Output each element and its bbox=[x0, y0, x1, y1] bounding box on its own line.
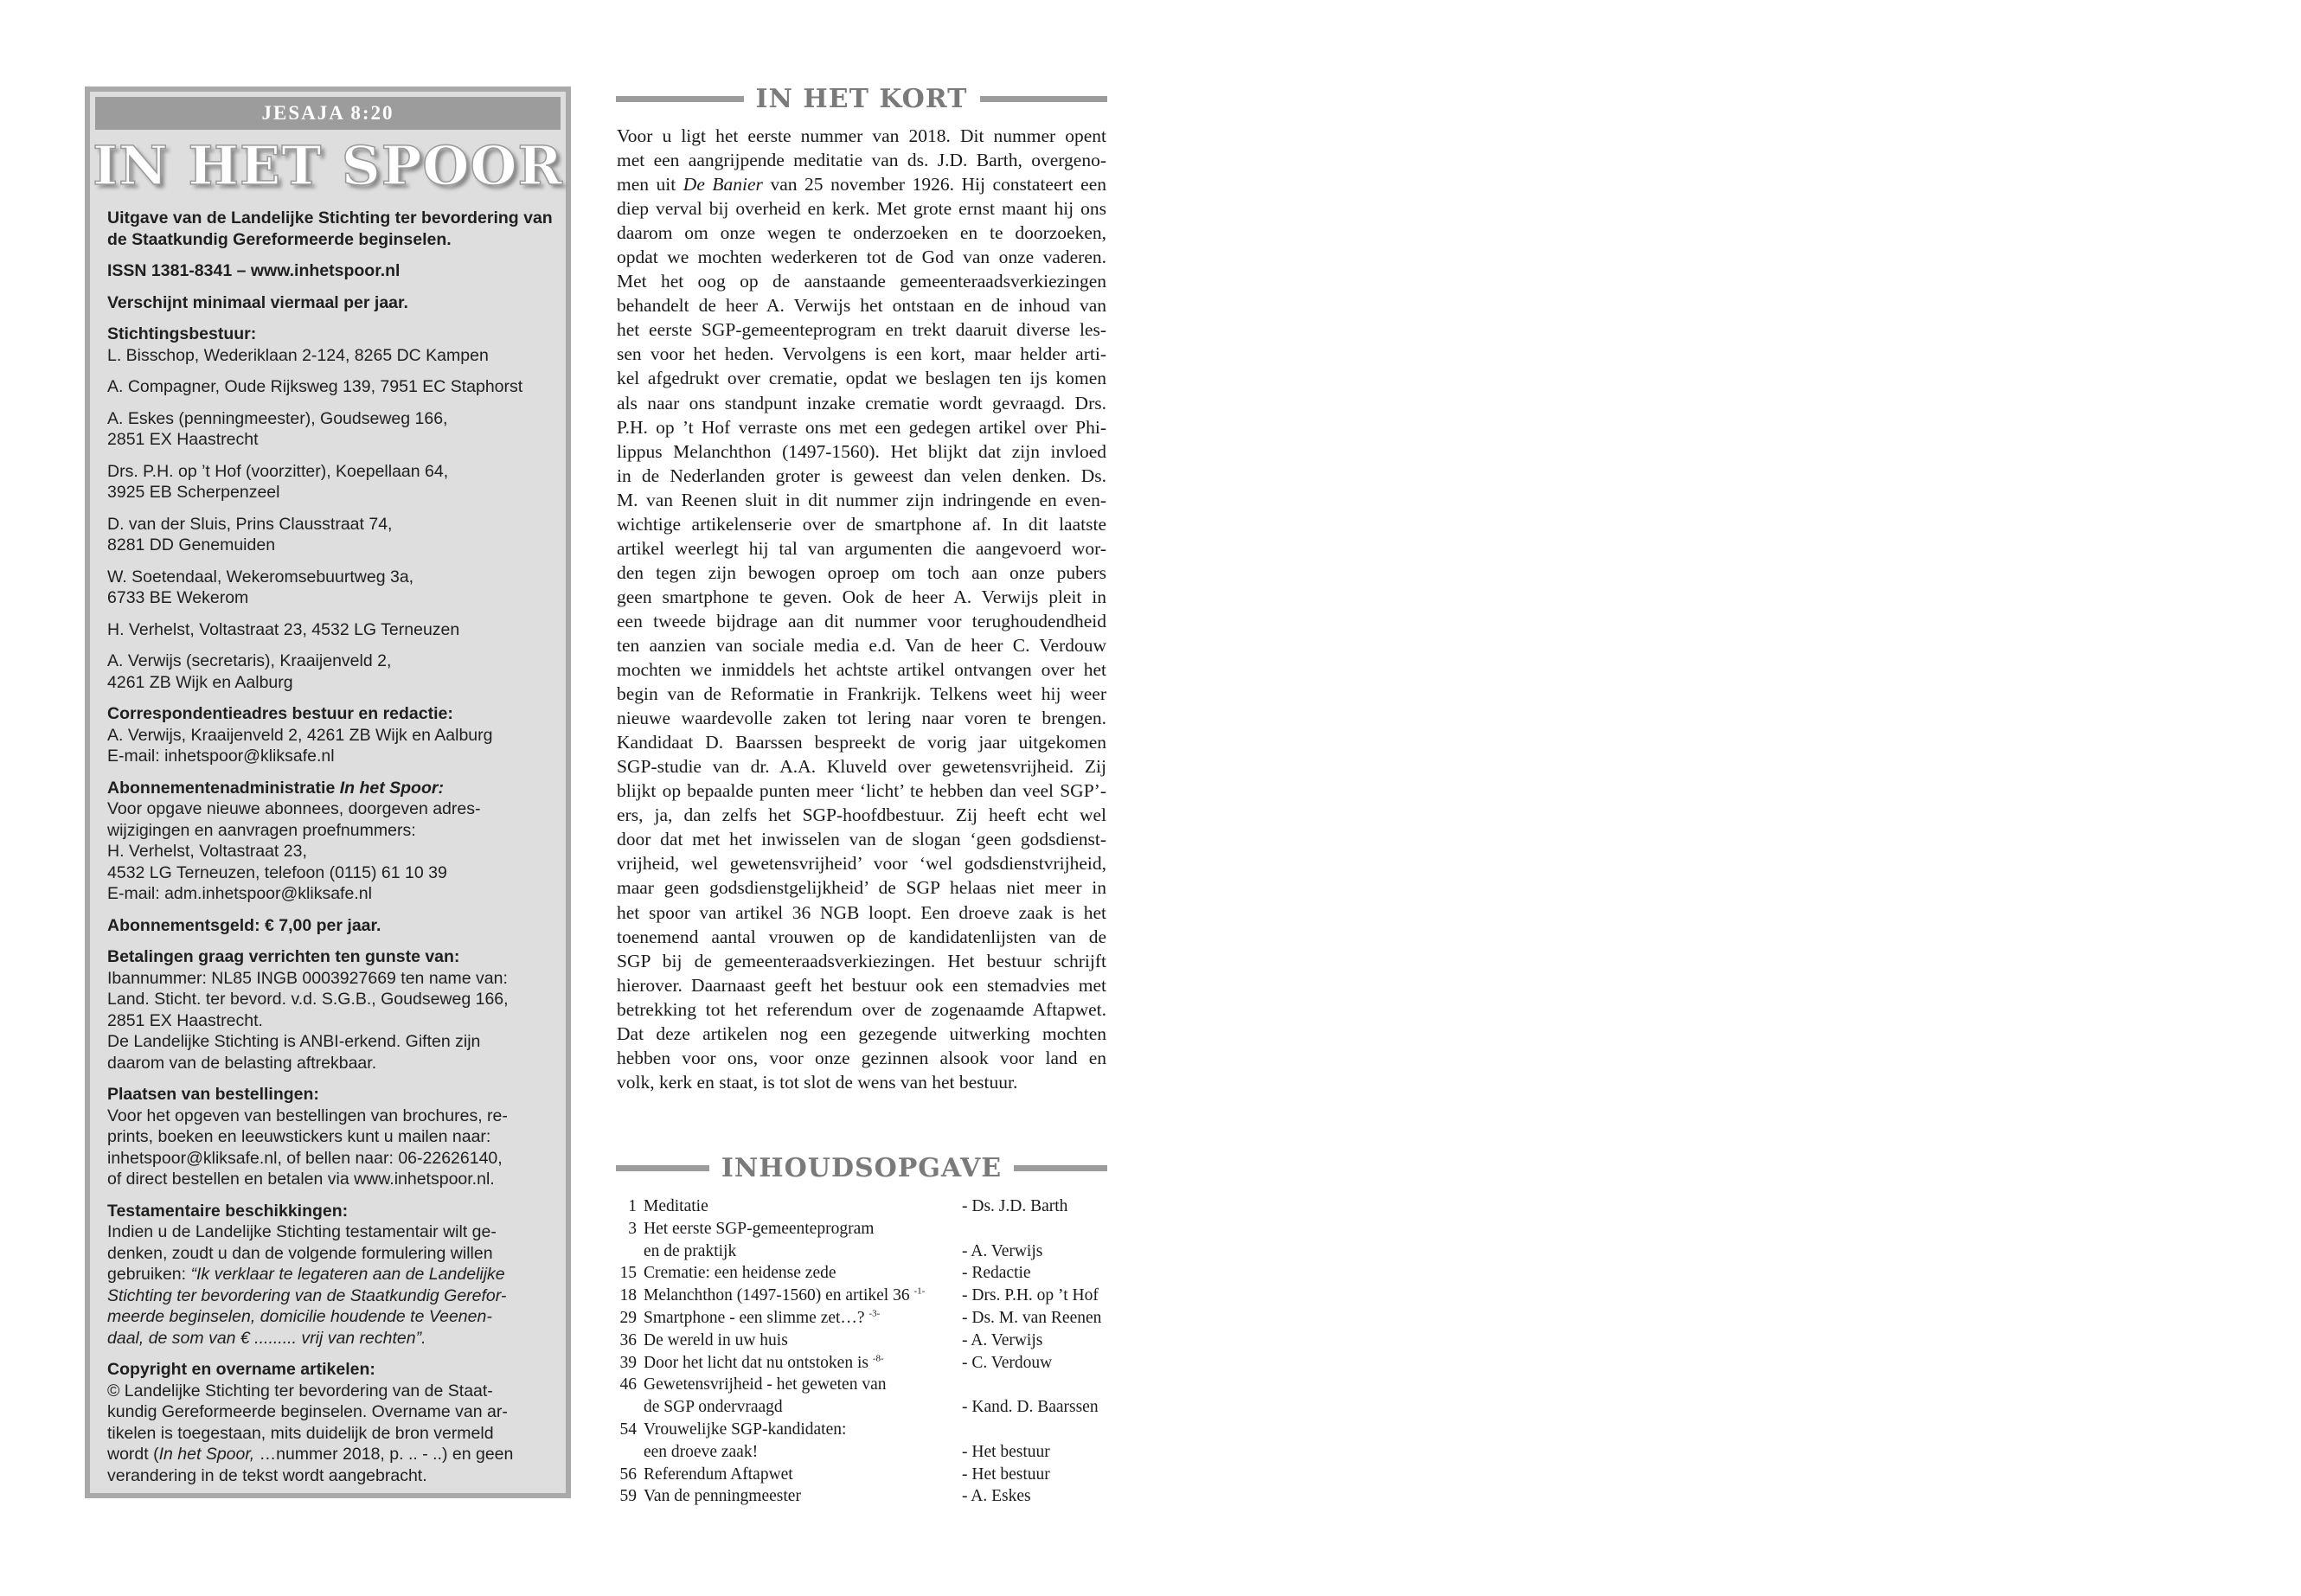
toc-author bbox=[962, 1419, 1109, 1441]
subscriptions-email: E-mail: adm.inhetspoor@kliksafe.nl bbox=[107, 884, 372, 903]
article-line: wichtige artikelenserie over de smartphone af. In dit laatste bbox=[617, 513, 1106, 535]
toc-title: Melanchthon (1497-1560) en artikel 36 $^{-1-}$ bbox=[644, 1285, 926, 1305]
correspondence-email: E-mail: inhetspoor@kliksafe.nl bbox=[107, 747, 335, 766]
article-line: met een aangrijpende meditatie van ds. J.D. Barth, overgeno- bbox=[617, 150, 1106, 171]
article-line: als naar ons standpunt inzake crematie wordt gevraagd. Drs. bbox=[617, 392, 1106, 413]
toc-row bbox=[616, 1240, 1109, 1263]
article-line: opdat we mochten wederkeren tot de God van onze vaderen. bbox=[617, 247, 1106, 268]
publisher-line: Uitgave van de Landelijke Stichting ter bevordering van de Staatkundig Gereformeerde beginselen. bbox=[107, 208, 553, 249]
article-line: Met het oog op de aanstaande gemeenteraadsverkiezingen bbox=[617, 271, 1106, 292]
toc-page-number: 39 bbox=[619, 1353, 637, 1372]
article-line: ers, ja, dan zelfs het SGP-hoofdbestuur. Zij heeft echt wel bbox=[617, 804, 1106, 826]
board-member: L. Bisschop, Wederiklaan 2-124, 8265 DC Kampen bbox=[107, 345, 489, 365]
subscriptions-text: Voor opgave nieuwe abonnees, doorgeven adres- wijzigingen en aanvragen proefnummers: H. Verhelst, Voltastraat 23, 4532 LG Terneuzen, telefoon (0115) 61 10 39 E-mail: adm.inhetspoor@kliksafe.nl bbox=[107, 799, 481, 903]
article-line: vrijheid, wel gewetensvrijheid’ voor ‘wel godsdienstvrijheid, bbox=[617, 853, 1106, 875]
toc-row bbox=[616, 1396, 1109, 1419]
article-line: sen voor het heden. Vervolgens is een kort, maar helder arti- bbox=[617, 343, 1106, 365]
article-line: Dat deze artikelen nog een gezegende uitwerking mochten bbox=[617, 1022, 1106, 1044]
toc-page-number bbox=[616, 1441, 637, 1464]
correspondence-heading: Correspondentieadres bestuur en redactie: bbox=[107, 704, 453, 723]
section-header-inhoudsopgave bbox=[616, 1149, 1107, 1187]
article-line: SGP bij de gemeenteraadsverkiezingen. Het bestuur schrijft bbox=[617, 950, 1106, 971]
toc-page-number: 29 bbox=[619, 1308, 637, 1327]
header-rule-left bbox=[616, 96, 744, 102]
article-line: maar geen godsdienstgelijkheid’ de SGP helaas niet meer in bbox=[617, 877, 1106, 899]
toc-title: Het eerste SGP-gemeenteprogram bbox=[644, 1219, 875, 1238]
payments-text: Ibannummer: NL85 INGB 0003927669 ten name van: Land. Sticht. ter bevord. v.d. S.G.B., Goudseweg 166, 2851 EX Haastrecht. De Landelijke Stichting is ANBI-erkend. Giften zijn daarom van de belasting aftrekbaar. bbox=[107, 968, 509, 1073]
toc-part-marker: -3- bbox=[868, 1308, 881, 1319]
toc-title: Crematie: een heidense zede bbox=[644, 1264, 836, 1283]
article-line: hebben voor ons, voor onze gezinnen alsook voor land en bbox=[617, 1047, 1106, 1068]
toc-title: De wereld in uw huis bbox=[644, 1330, 788, 1349]
board-member: D. van der Sluis, Prins Clausstraat 74, 8281 DD Genemuiden bbox=[107, 514, 393, 554]
toc-author: - Redactie bbox=[962, 1264, 1031, 1283]
toc-page-number: 1 bbox=[628, 1197, 637, 1215]
toc-title: een droeve zaak! bbox=[644, 1442, 759, 1461]
toc-title: Referendum Aftapwet bbox=[644, 1465, 793, 1484]
frequency-line: Verschijnt minimaal viermaal per jaar. bbox=[107, 292, 408, 312]
toc-title: Gewetensvrijheid - het geweten van bbox=[644, 1375, 887, 1394]
article-line: daarom om onze wegen te onderzoeken en te doorzoeken, bbox=[617, 222, 1106, 244]
toc-page-number bbox=[616, 1396, 637, 1419]
toc-title: Door het licht dat nu ontstoken is $^{-8-}$ bbox=[644, 1353, 884, 1372]
article-line: een tweede bijdrage aan dit nummer voor terughoudendheid bbox=[617, 610, 1106, 631]
article-line: begin van de Reformatie in Frankrijk. Telkens weet hij weer bbox=[617, 683, 1106, 705]
article-line: den tegen zijn bewogen oproep om toch aan onze pubers bbox=[617, 561, 1106, 583]
toc-author: - Kand. D. Baarssen bbox=[962, 1398, 1099, 1417]
toc-title: Vrouwelijke SGP-kandidaten: bbox=[644, 1420, 847, 1439]
toc-author: - A. Eskes bbox=[962, 1487, 1031, 1506]
toc-row bbox=[616, 1464, 1109, 1486]
board-member: H. Verhelst, Voltastraat 23, 4532 LG Terneuzen bbox=[107, 619, 460, 639]
toc-author: - Het bestuur bbox=[962, 1442, 1050, 1461]
board-member: A. Eskes (penningmeester), Goudseweg 166, 2851 EX Haastrecht bbox=[107, 408, 448, 449]
toc-row bbox=[616, 1441, 1109, 1464]
article-line: M. van Reenen sluit in dit nummer zijn indringende en even- bbox=[617, 489, 1106, 510]
masthead-title: IN HET SPOOR bbox=[93, 134, 563, 197]
toc-page-number: 36 bbox=[619, 1330, 637, 1349]
board-member: Drs. P.H. op ’t Hof (voorzitter), Koepellaan 64, 3925 EB Scherpenzeel bbox=[107, 461, 449, 502]
subscription-fee: Abonnementsgeld: € 7,00 per jaar. bbox=[107, 915, 381, 935]
toc-page-number: 54 bbox=[619, 1420, 637, 1439]
orders-text: Voor het opgeven van bestellingen van brochures, re- prints, boeken en leeuwstickers kunt u mailen naar: inhetspoor@kliksafe.nl, of bellen naar: 06-22626140, of direct bestellen en betalen via www.inhetspoor.nl. bbox=[107, 1106, 508, 1189]
article-line: mochten we inmiddels het achtste artikel ontvangen over het bbox=[617, 659, 1106, 681]
header-rule-right bbox=[980, 96, 1108, 102]
toc-author: - A. Verwijs bbox=[962, 1330, 1043, 1349]
toc-author: - Ds. J.D. Barth bbox=[962, 1197, 1068, 1215]
toc-row bbox=[616, 1218, 1109, 1240]
toc-row bbox=[616, 1195, 1109, 1218]
colophon-box bbox=[85, 87, 571, 1498]
toc-author bbox=[962, 1218, 1109, 1240]
toc-row bbox=[616, 1352, 1109, 1375]
toc-title: Smartphone - een slimme zet…? $^{-3-}$ bbox=[644, 1308, 881, 1327]
toc-page-number bbox=[616, 1240, 637, 1263]
testament-text: Indien u de Landelijke Stichting testamentair wilt ge- denken, zoudt u dan de volgende formulering willen gebruiken: “Ik verklaar te legateren aan de Landelijke Stichting ter bevordering van de Staatkundig Gerefor- meerde beginselen, domicilie houdende te Veenen- daal, de som van € ......... vrij van rechten”. bbox=[107, 1222, 507, 1348]
header-rule-right bbox=[1014, 1165, 1107, 1171]
toc-page-number: 18 bbox=[619, 1286, 637, 1305]
toc-row bbox=[616, 1285, 1109, 1307]
series-label: JESAJA 8:20 bbox=[95, 97, 561, 130]
article-line: blijkt op bepaalde punten meer ‘licht’ te hebben dan veel SGP’- bbox=[617, 780, 1106, 802]
issn-line: ISSN 1381-8341 – www.inhetspoor.nl bbox=[107, 261, 401, 280]
article-line: betrekking tot het referendum over de zogenaamde Aftapwet. bbox=[617, 998, 1106, 1020]
magazine-title-italic: In het Spoor: bbox=[339, 778, 444, 798]
toc-page-number: 56 bbox=[619, 1465, 637, 1484]
orders-heading: Plaatsen van bestellingen: bbox=[107, 1085, 319, 1104]
toc-author: - Ds. M. van Reenen bbox=[962, 1308, 1102, 1327]
toc-part-marker: -8- bbox=[872, 1353, 884, 1364]
correspondence-address bbox=[107, 725, 554, 767]
toc-page-number: 59 bbox=[619, 1487, 637, 1506]
toc-row bbox=[616, 1419, 1109, 1441]
toc-author: - Drs. P.H. op ’t Hof bbox=[962, 1286, 1099, 1305]
toc-page-number: 46 bbox=[619, 1375, 637, 1394]
article-line: P.H. op ’t Hof verraste ons met een gedegen artikel over Phi- bbox=[617, 416, 1106, 438]
toc-part-marker: -1- bbox=[913, 1285, 926, 1297]
table-of-contents bbox=[616, 1195, 1109, 1508]
toc-row bbox=[616, 1330, 1109, 1352]
article-line: het eerste SGP-gemeenteprogram en trekt daaruit diverse les- bbox=[617, 319, 1106, 341]
section-title: IN HET KORT bbox=[755, 83, 968, 114]
article-line: artikel weerlegt hij tal van argumenten die aangevoerd wor- bbox=[617, 537, 1106, 559]
article-line: door dat met het inwisselen van de slogan ‘geen godsdienst- bbox=[617, 829, 1106, 850]
in-het-kort-article bbox=[617, 124, 1106, 1094]
article-line: volk, kerk en staat, is tot slot de wens van het bestuur. bbox=[617, 1071, 1018, 1093]
board-member: A. Verwijs (secretaris), Kraaijenveld 2, 4261 ZB Wijk en Aalburg bbox=[107, 651, 392, 692]
payments-heading: Betalingen graag verrichten ten gunste van: bbox=[107, 947, 460, 966]
toc-author: - C. Verdouw bbox=[962, 1353, 1053, 1372]
article-line: Kandidaat D. Baarssen bespreekt de vorig jaar uitgekomen bbox=[617, 732, 1106, 753]
header-rule-left bbox=[616, 1165, 709, 1171]
article-line: SGP-studie van dr. A.A. Kluveld over gewetensvrijheid. Zij bbox=[617, 756, 1106, 778]
subscriptions-heading: Abonnementenadministratie In het Spoor: bbox=[107, 778, 444, 798]
toc-author: - A. Verwijs bbox=[962, 1241, 1043, 1260]
article-line: lippus Melanchthon (1497-1560). Het blijkt dat zijn invloed bbox=[617, 440, 1106, 462]
article-line: kel afgedrukt over crematie, opdat we beslagen ten ijs komen bbox=[617, 368, 1106, 389]
copyright-heading: Copyright en overname artikelen: bbox=[107, 1360, 375, 1379]
article-line: in de Nederlanden groter is geweest dan velen denken. Ds. bbox=[617, 465, 1106, 486]
toc-author: - Het bestuur bbox=[962, 1465, 1050, 1484]
toc-title: de SGP ondervraagd bbox=[644, 1398, 783, 1417]
toc-page-number: 15 bbox=[619, 1264, 637, 1283]
copyright-text: © Landelijke Stichting ter bevordering van de Staat- kundig Gereformeerde beginselen. Overname van ar- tikelen is toegestaan, mits duidelijk de bron vermeld wordt (In het Spoor, …nummer 2018, p. .. - ..) en geen verandering in de tekst wordt aangebracht. bbox=[107, 1381, 514, 1485]
toc-title: en de praktijk bbox=[644, 1241, 737, 1260]
toc-title: Van de penningmeester bbox=[644, 1487, 801, 1506]
article-line: Voor u ligt het eerste nummer van 2018. Dit nummer opent bbox=[617, 125, 1106, 146]
article-line: het spoor van artikel 36 NGB loopt. Een droeve zaak is het bbox=[617, 901, 1106, 923]
toc-page-number: 3 bbox=[628, 1219, 637, 1238]
article-line: behandelt de heer A. Verwijs het ontstaan en de inhoud van bbox=[617, 295, 1106, 317]
article-line: hierover. Daarnaast geeft het bestuur ook een stemadvies met bbox=[617, 974, 1106, 996]
testament-heading: Testamentaire beschikkingen: bbox=[107, 1201, 349, 1221]
toc-row bbox=[616, 1262, 1109, 1285]
publication-title-italic: De Banier bbox=[683, 174, 763, 195]
toc-author bbox=[962, 1374, 1109, 1396]
correspondence-line: A. Verwijs, Kraaijenveld 2, 4261 ZB Wijk en Aalburg bbox=[107, 725, 493, 745]
toc-title: Meditatie bbox=[644, 1197, 708, 1215]
colophon-body bbox=[90, 201, 566, 1486]
article-line: men uit De Banier van 25 november 1926. Hij constateert een bbox=[617, 174, 1106, 195]
section-title: INHOUDSOPGAVE bbox=[721, 1152, 1003, 1183]
toc-row bbox=[616, 1485, 1109, 1508]
toc-row bbox=[616, 1374, 1109, 1396]
article-line: diep verval bij overheid en kerk. Met grote ernst maant hij ons bbox=[617, 198, 1106, 220]
article-line: ten aanzien van sociale media e.d. Van de heer C. Verdouw bbox=[617, 634, 1106, 656]
board-heading: Stichtingsbestuur: bbox=[107, 324, 257, 343]
section-header-in-het-kort bbox=[616, 80, 1107, 118]
board-list bbox=[107, 345, 554, 694]
article-line: geen smartphone te geven. Ook de heer A. Verwijs pleit in bbox=[617, 586, 1106, 607]
toc-row bbox=[616, 1307, 1109, 1330]
board-member: A. Compagner, Oude Rijksweg 139, 7951 EC Staphorst bbox=[107, 377, 523, 396]
board-member: W. Soetendaal, Wekeromsebuurtweg 3a, 6733 BE Wekerom bbox=[107, 567, 414, 607]
article-line: toenemend aantal vrouwen op de kandidatenlijsten van de bbox=[617, 926, 1106, 947]
article-line: nieuwe waardevolle zaken tot lering naar voren te brengen. bbox=[617, 708, 1106, 729]
